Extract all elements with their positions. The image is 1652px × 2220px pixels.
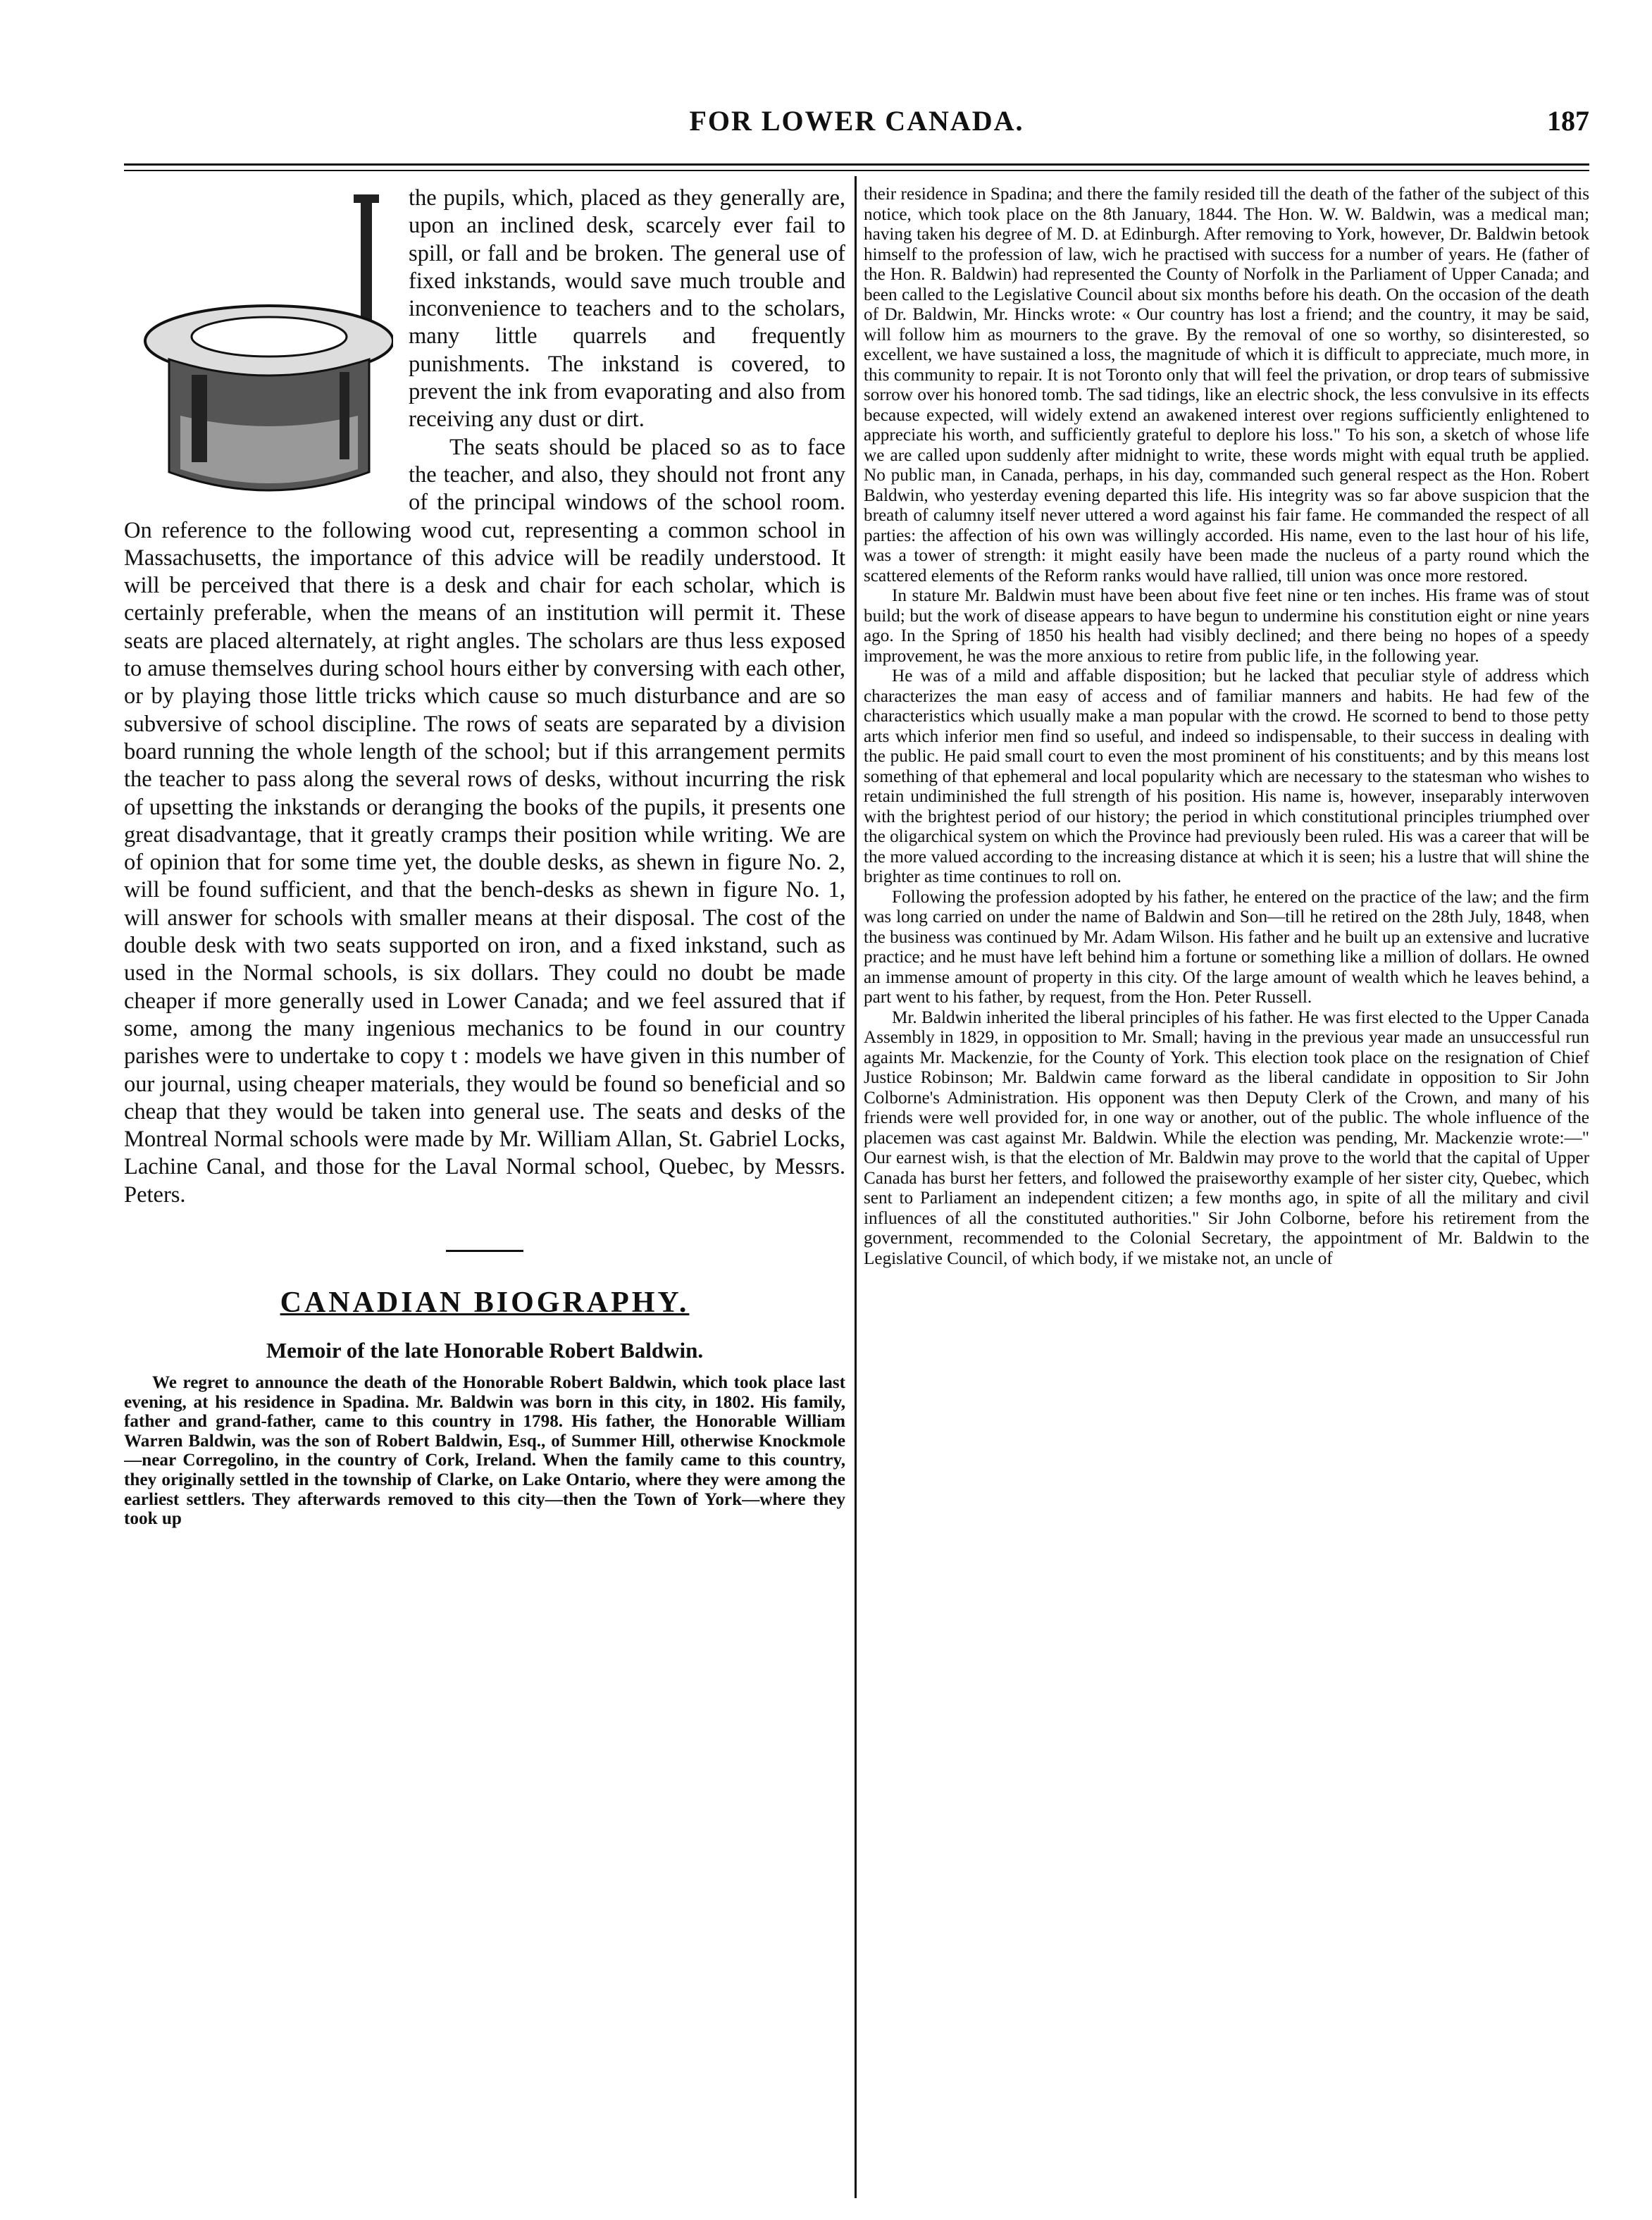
memoir-paragraph-1: We regret to announce the death of the Honorable Robert Baldwin, which took place last evening, at his residence in Spadina. Mr. Baldwin was born in this city, in 1802. His family, father and grand-father, came to this country in 1798. His father, the Honorable William Warren Baldwin, was the son of Robert Baldwin, Esq., of Summer Hill, otherwise Knockmole—near Corregolino, in the country of Cork, Ireland. When the family came to this country, they originally settled in the township of Clarke, on Lake Ontario, where they were among the earliest settlers. They afterwards removed to this city—then the Town of York—where they took up [124, 1372, 845, 1529]
inkstand-illustration [135, 190, 393, 513]
page-number: 187 [1547, 105, 1589, 137]
right-paragraph-1: their residence in Spadina; and there the family resided till the death of the father of the subject of this notice, which took place on the 8th January, 1844. The Hon. W. W. Baldwin, was a medical man; having taken his degree of M. D. at Edinburgh. After removing to York, however, Dr. Baldwin betook himself to the profession of law, wich he practised with success for a number of years. He (father of the Hon. R. Baldwin) had represented the County of Norfolk in the Parliament of Upper Canada; and been called to the Legislative Council about six months before his death. On the occasion of the death of Dr. Baldwin, Mr. Hincks wrote: « Our country has lost a friend; and the country, it may be said, will follow him as mourners to the grave. By the removal of one so worthy, so disinterested, so excellent, we have sustained a loss, the magnitude of which it is difficult to appreciate, much more, in this community to repair. It is not Toronto only that will feel the privation, or drop tears of submissive sorrow over his honored tomb. The sad tidings, like an electric shock, the less convulsive in its effects because expected, will widely extend an awakened interest over regions sufficiently enlightened to appreciate his worth, and sufficiently grateful to deplore his loss." To his son, a sketch of whose life we are called upon suddenly after midnight to write, these words might with equal truth be applied. No public man, in Canada, perhaps, in his day, commanded such general respect as the Hon. Robert Baldwin, who yesterday evening departed this life. His integrity was so far above suspicion that the breath of calumny itself never uttered a word against his fair fame. He commanded the respect of all parties: the affection of his own was willingly accorded. His name, even to the last hour of his life, was a tower of strength: it might easily have been made the nucleus of a party round which the scattered elements of the Reform ranks would have rallied, till union was once more restored. [864, 185, 1589, 585]
right-paragraph-2: In stature Mr. Baldwin must have been about five feet nine or ten inches. His frame was of stout build; but the work of disease appears to have begun to undermine his constitution eight or nine years ago. In the Spring of 1850 his health had visibly declined; and there being no hopes of a speedy improvement, he was the more anxious to retire from public life, in the following year. [864, 586, 1589, 666]
header-rule [124, 163, 1589, 171]
section-rule [446, 1250, 523, 1252]
column-divider [855, 176, 857, 2198]
right-column [864, 185, 1589, 2200]
memoir-title: Memoir of the late Honorable Robert Baldwin. [266, 1337, 704, 1363]
left-paragraph-2: The seats should be placed so as to face the teacher, and also, they should not front any of the principal windows of the school room. On reference to the following wood cut, representing a common school in Massachusetts, the importance of this advice will be readily understood. It will be perceived that there is a desk and chair for each scholar, which is certainly preferable, when the means of an institution will permit it. These seats are placed alternately, at right angles. The scholars are thus less exposed to amuse themselves during school hours either by conversing with each other, or by playing those little tricks which cause so much disturbance and are so subversive of school discipline. The rows of seats are separated by a division board running the whole length of the school; but if this arrangement permits the teacher to pass along the several rows of desks, without incurring the risk of upsetting the inkstands or deranging the books of the pupils, it presents one great disadvantage, that it greatly cramps their position while writing. We are of opinion that for some time yet, the double desks, as shewn in figure No. 2, will be found sufficient, and that the bench-desks as shewn in figure No. 1, will answer for schools with smaller means at their disposal. The cost of the double desk with two seats supported on iron, and a fixed inkstand, such as used in the Normal schools, is six dollars. They could no doubt be made cheaper if more generally used in Lower Canada; and we feel assured that if some, among the many ingenious mechanics to be found in our country parishes were to undertake to copy t : models we have given in this number of our journal, using cheaper materials, they would be found so beneficial and so cheap that they would be taken into general use. The seats and desks of the Montreal Normal schools were made by Mr. William Allan, St. Gabriel Locks, Lachine Canal, and those for the Laval Normal school, Quebec, by Messrs. Peters. [124, 434, 845, 1208]
right-paragraph-4: Following the profession adopted by his father, he entered on the practice of the law; and the firm was long carried on under the name of Baldwin and Son—till he retired on the 28th July, 1848, when the business was continued by Mr. Adam Wilson. His father and he built up an extensive and lucrative practice; and he must have left behind him a fortune or something like a million of dollars. He owned an immense amount of property in this city. Of the large amount of wealth which he leaves behind, a part went to his father, by request, from the Hon. Peter Russell. [864, 887, 1589, 1007]
section-title: CANADIAN BIOGRAPHY. [280, 1286, 690, 1319]
right-paragraph-3: He was of a mild and affable disposition; but he lacked that peculiar style of address which characterizes the man easy of access and of familiar manners and habits. He had few of the characteristics which usually make a man popular with the crowd. He scorned to bend to those petty arts which inferior men find so useful, and indeed so indispensable, to their success in dealing with the public. He paid small court to even the most prominent of his constituents; and by this means lost something of that ephemeral and local popularity which are necessary to the statesman who wishes to retain undiminished the full strength of his position. His name is, however, inseparably interwoven with the brightest period of our history; the period in which constitutional principles triumphed over the oligarchical system on which the Province had previously been ruled. His was a career that will be the more valued according to the increasing distance at which it is seen; his a lustre that will shine the brighter as time continues to roll on. [864, 666, 1589, 886]
running-header [124, 104, 1589, 147]
left-paragraph-1: the pupils, which, placed as they generally are, upon an inclined desk, scarcely ever fail to spill, or fall and be broken. The general use of fixed inkstands, would save much trouble and inconvenience to teachers and to the scholars, many little quarrels and frequently punishments. The inkstand is covered, to prevent the ink from evaporating and also from receiving any dust or dirt. [409, 185, 845, 433]
left-column [124, 185, 845, 2200]
running-title: FOR LOWER CANADA. [689, 105, 1024, 137]
right-paragraph-5: Mr. Baldwin inherited the liberal principles of his father. He was first elected to the Upper Canada Assembly in 1829, in opposition to Mr. Small; having in the previous year made an unsuccessful run againts Mr. Mackenzie, for the County of York. This election took place on the resignation of Chief Justice Robinson; Mr. Baldwin came forward as the liberal candidate in opposition to Sir John Colborne's Administration. His opponent was then Deputy Clerk of the Crown, and many of his friends were well provided for, in one way or another, out of the public. The whole influence of the placemen was cast against Mr. Baldwin. While the election was pending, Mr. Mackenzie wrote:—" Our earnest wish, is that the election of Mr. Baldwin may prove to the world that the capital of Upper Canada has burst her fetters, and followed the praiseworthy example of her sister city, Quebec, which sent to Parliament an independent citizen; a few months ago, in spite of all the military and civil influences of all the constituted authorities." Sir John Colborne, before his retirement from the government, recommended to the Colonial Secretary, the appointment of Mr. Baldwin to the Legislative Council, of which body, if we mistake not, an uncle of [864, 1007, 1589, 1268]
